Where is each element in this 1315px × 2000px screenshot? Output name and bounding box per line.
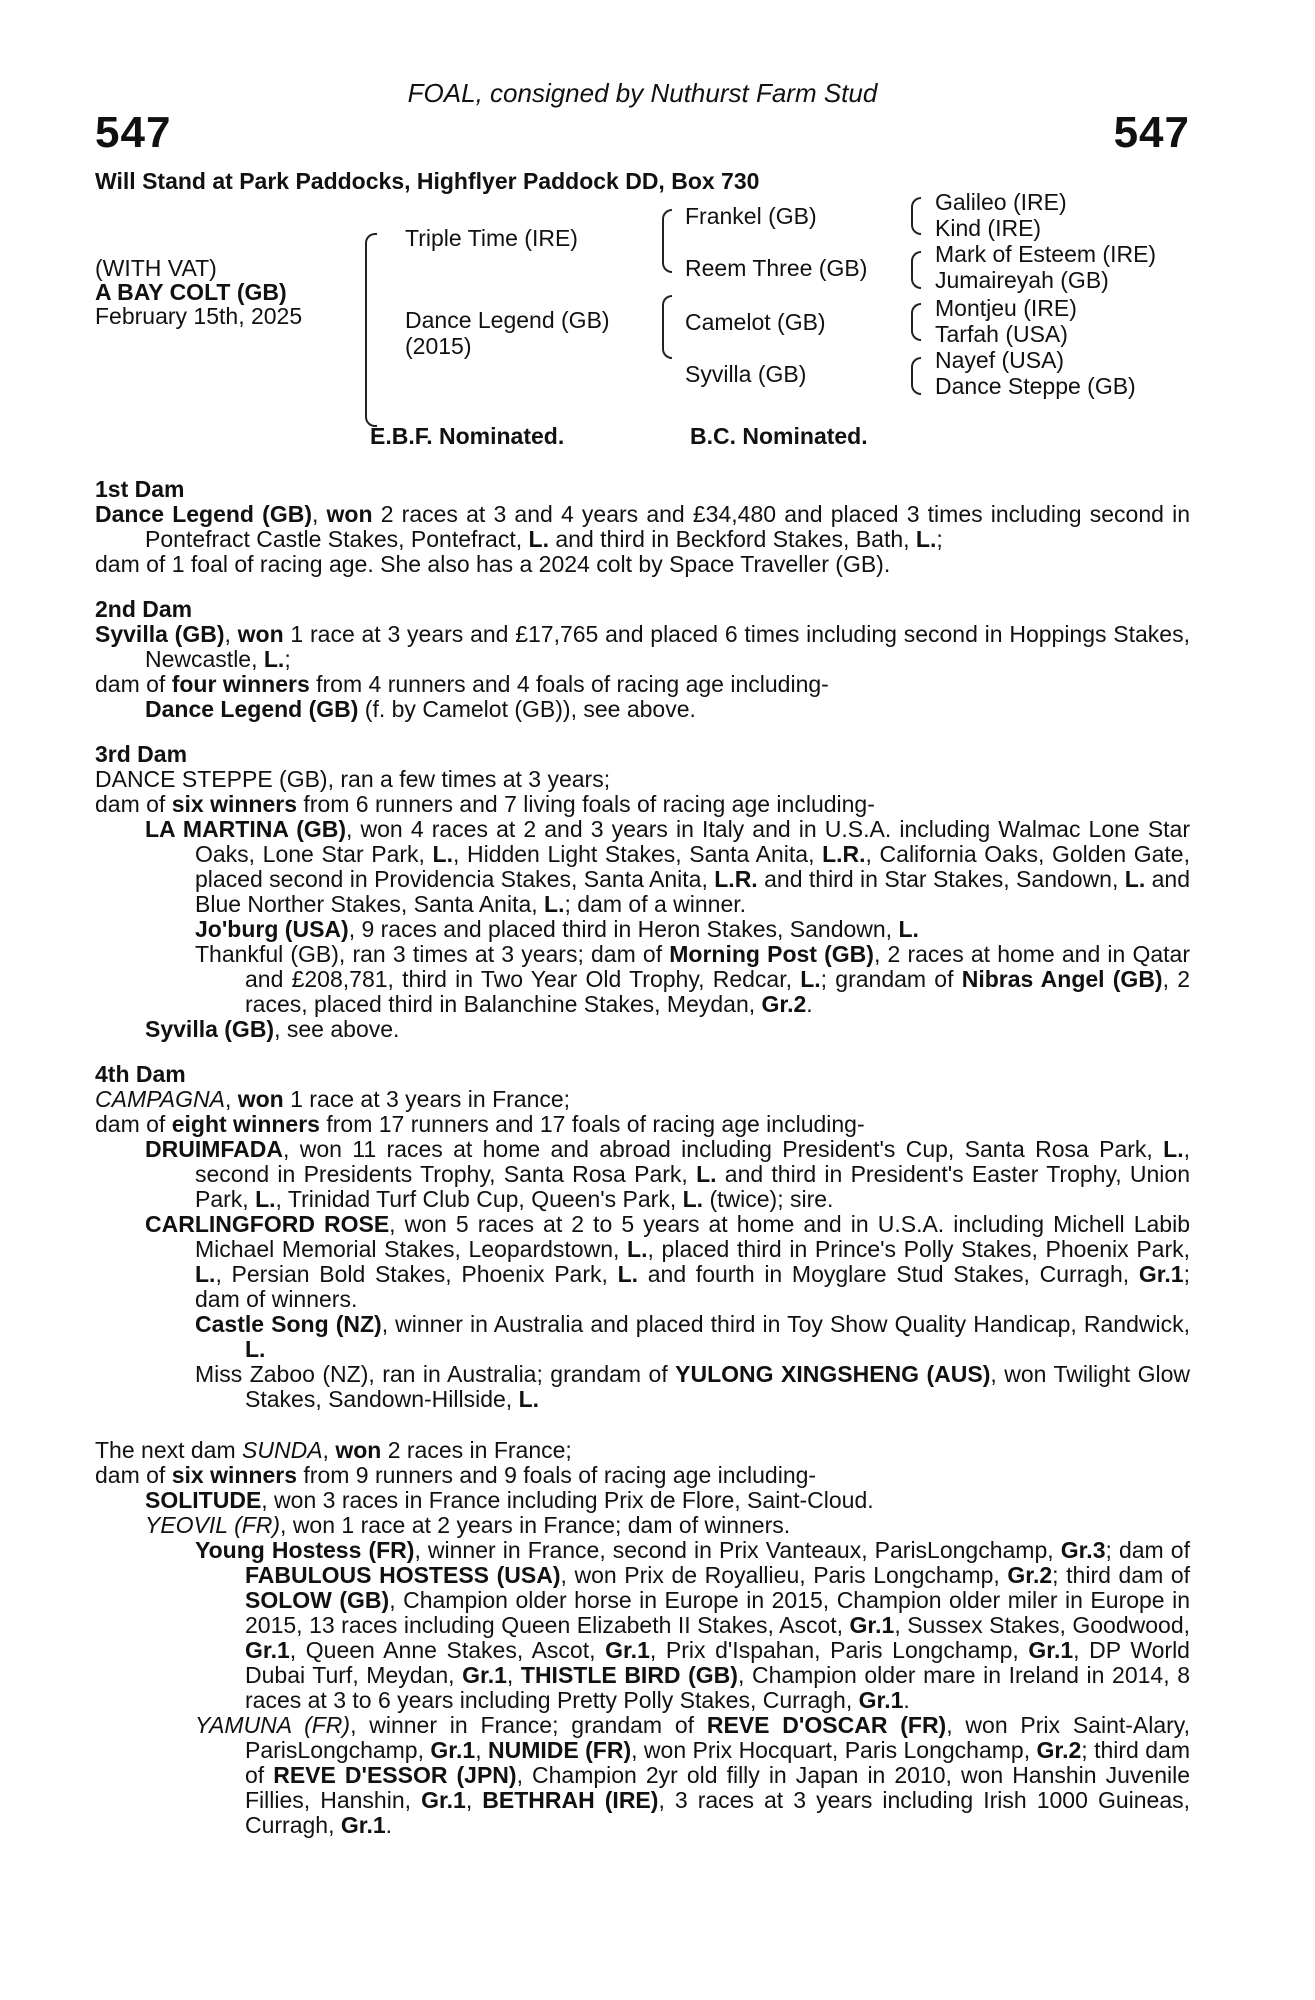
page-header — [95, 78, 1190, 168]
catalogue-page — [95, 78, 1190, 1838]
third-dam-section — [95, 742, 1190, 1042]
text: Miss Zaboo (NZ), ran in Australia; grandam of — [195, 1361, 676, 1387]
produce-name: REVE D'OSCAR (FR) — [706, 1712, 947, 1738]
won-label: won — [335, 1437, 382, 1463]
second-dam-name: Syvilla (GB) — [95, 621, 225, 647]
second-dam-heading: 2nd Dam — [95, 596, 193, 622]
text: , won Prix Saint-Alary, ParisLongchamp, — [245, 1712, 1190, 1763]
text: (f. by Camelot (GB)), see above. — [358, 696, 696, 722]
text: ; dam of a winner. — [564, 891, 747, 917]
first-dam-name: Dance Legend (GB) — [95, 501, 312, 527]
text: , winner in France, second in Prix Vanteaux, ParisLongchamp, — [414, 1537, 1061, 1563]
horse-dob: February 15th, 2025 — [95, 303, 303, 329]
won-label: won — [326, 501, 373, 527]
text: , Trinidad Turf Club Cup, Queen's Park, — [275, 1186, 683, 1212]
listed-mark: L. — [518, 1386, 540, 1412]
text: . — [903, 1687, 910, 1713]
brace-sire — [662, 209, 672, 273]
second-dam-produce — [95, 672, 1190, 697]
group-mark: Gr.1 — [462, 1662, 507, 1688]
text: ; grandam of — [820, 966, 954, 992]
pedigree-table — [95, 189, 1190, 465]
brace-ggp-1 — [911, 197, 921, 235]
text: dam of — [95, 1462, 172, 1488]
fourth-dam-text: CAMPAGNA, won 1 race at 3 years in France; — [95, 1086, 571, 1112]
brace-ggp-3 — [911, 303, 921, 341]
produce-name: Syvilla (GB) — [145, 1016, 275, 1042]
produce-entry: YAMUNA (FR), winner in France; grandam of REVE D'OSCAR (FR), won Prix Saint-Alary, ParisLongchamp, Gr.1, NUMIDE (FR), won Prix Hocquart, Paris Longchamp, Gr.2; third dam of REVE D'ESSOR (JPN), Champion 2yr old filly in Japan in 2010, won Hanshin Juvenile Fillies, Hanshin, Gr.1, BETHRAH (IRE), 3 races at 3 years including Irish 1000 Guineas, Curragh, Gr.1. — [195, 1712, 1191, 1838]
text: , won 4 races at 2 and 3 years in Italy and in U.S.A. including Walmac Lone Star Oaks, Lone Star Park, — [195, 816, 1191, 867]
text: and third in Star Stakes, Sandown, — [757, 866, 1125, 892]
consignor-line: FOAL, consigned by Nuthurst Farm Stud — [407, 78, 878, 108]
produce-name: SOLOW (GB) — [245, 1587, 390, 1613]
text: , Champion older horse in Europe in 2015, Champion older miler in Europe in 2015, 13 races including Queen Elizabeth II Stakes, Ascot, — [245, 1587, 1191, 1638]
group-mark: Gr.1 — [858, 1687, 904, 1713]
dam-dam: Syvilla (GB) — [685, 361, 807, 387]
third-dam-heading: 3rd Dam — [95, 741, 188, 767]
brace-ggp-2 — [911, 251, 921, 289]
text: The next dam — [95, 1437, 243, 1463]
produce-entry — [95, 1137, 1190, 1212]
text: , Queen Anne Stakes, Ascot, — [289, 1637, 606, 1663]
produce-entry — [95, 697, 1190, 722]
text: , DP World Dubai Turf, Meydan, — [245, 1637, 1190, 1688]
produce-name: Dance Legend (GB) — [145, 696, 359, 722]
produce-name: YAMUNA (FR) — [195, 1712, 351, 1738]
text: , won Prix Hocquart, Paris Longchamp, — [631, 1737, 1037, 1763]
ggp-5: Montjeu (IRE) — [935, 295, 1077, 321]
ggp-2: Kind (IRE) — [935, 215, 1042, 241]
dam-name: Dance Legend (GB) — [405, 307, 610, 333]
text: (twice); sire. — [703, 1186, 834, 1212]
listed-mark: L. — [245, 1336, 266, 1362]
horse-name: A BAY COLT (GB) — [95, 279, 287, 305]
listed-mark: L. — [627, 1236, 648, 1262]
produce-name: SOLITUDE — [145, 1487, 262, 1513]
text: ; — [936, 526, 943, 552]
produce-name: FABULOUS HOSTESS (USA) — [245, 1562, 561, 1588]
text: Hoppings Stakes, Newcastle, — [145, 621, 1190, 672]
produce-entry — [95, 917, 1190, 942]
listed-mark: L.R. — [822, 841, 866, 867]
text: Thankful (GB), ran 3 times at 3 years; dam of — [195, 941, 670, 967]
produce-name: YEOVIL (FR) — [145, 1512, 281, 1538]
group-mark: Gr.1 — [340, 1812, 386, 1838]
listed-mark: L. — [432, 841, 453, 867]
listed-mark: L. — [696, 1161, 717, 1187]
text: ; dam of winners. — [195, 1261, 1190, 1312]
group-mark: Gr.1 — [421, 1787, 466, 1813]
sire-dam: Reem Three (GB) — [685, 255, 868, 281]
text: 2 races at 3 and 4 years and £34,480 and placed 3 times including — [372, 501, 1082, 527]
text: 1 race at 3 years and £17,765 and placed 6 times including second in — [283, 621, 1003, 647]
text: , California Oaks, Golden Gate, placed second in Providencia Stakes, Santa Anita, — [195, 841, 1190, 892]
second-dam-section — [95, 597, 1190, 722]
group-mark: Gr.1 — [849, 1612, 895, 1638]
group-mark: Gr.1 — [430, 1737, 476, 1763]
text: , 2 races, placed third in Balanchine Stakes, Meydan, — [245, 966, 1190, 1017]
text: , won Prix de Royallieu, Paris Longchamp, — [560, 1562, 1008, 1588]
third-dam-text: DANCE STEPPE (GB), ran a few times at 3 years; — [95, 766, 611, 792]
produce-entry — [95, 1212, 1190, 1312]
winners-count: six winners — [171, 791, 297, 817]
text: , see above. — [274, 1016, 400, 1042]
listed-mark: L. — [1124, 866, 1146, 892]
text: and Blue Norther Stakes, Santa Anita, — [195, 866, 1191, 917]
text: . — [385, 1812, 393, 1838]
stand-location: Will Stand at Park Paddocks, Highflyer Paddock DD, Box 730 — [95, 168, 760, 194]
produce-name: REVE D'ESSOR (JPN) — [273, 1762, 517, 1788]
produce-name: Nibras Angel (GB) — [961, 966, 1163, 992]
first-dam-text: Dance Legend (GB), won 2 races at 3 and 4 years and £34,480 and placed 3 times including second in Pontefract Castle Stakes, Pontefract, L. and third in Beckford Stakes, Bath, L.; — [95, 501, 1191, 552]
text: , Hidden Light Stakes, Santa Anita, — [452, 841, 823, 867]
brace-dam — [662, 295, 672, 359]
group-mark: Gr.3 — [1060, 1537, 1106, 1563]
text: , winner in Australia and placed third in Toy Show Quality Handicap, Randwick, — [381, 1311, 1191, 1337]
group-mark: Gr.1 — [1028, 1637, 1074, 1663]
third-dam-produce — [95, 792, 1190, 817]
text: , placed third in Prince's Polly Stakes, Phoenix Park, — [647, 1236, 1190, 1262]
text: , — [322, 1437, 336, 1463]
produce-entry — [95, 1362, 1190, 1412]
produce-entry — [95, 1017, 1190, 1042]
text: dam of — [95, 671, 172, 697]
sire-name: Triple Time (IRE) — [405, 225, 578, 251]
ggp-3: Mark of Esteem (IRE) — [935, 241, 1157, 267]
produce-name: Castle Song (NZ) — [195, 1311, 382, 1337]
text: , 9 races and placed third in Heron Stakes, Sandown, — [348, 916, 899, 942]
text: and fourth in Moyglare Stud Stakes, Curragh, — [638, 1261, 1139, 1287]
produce-name: NUMIDE (FR) — [488, 1737, 632, 1763]
text: and third in Beckford Stakes, Bath, — [548, 526, 916, 552]
produce-entry — [95, 1312, 1190, 1362]
listed-mark: L. — [1163, 1136, 1184, 1162]
produce-entry: Young Hostess (FR), winner in France, second in Prix Vanteaux, ParisLongchamp, Gr.3; dam of FABULOUS HOSTESS (USA), won Prix de Royallieu, Paris Longchamp, Gr.2; third dam of SOLOW (GB), Champion older horse in Europe in 2015, Champion older miler in Europe in 2015, 13 races including Queen Elizabeth II Stakes, Ascot, Gr.1, Sussex Stakes, Goodwood, Gr.1, Queen Anne Stakes, Ascot, Gr.1, Prix d'Ispahan, Paris Longchamp, Gr.1, DP World Dubai Turf, Meydan, Gr.1, THISTLE BIRD (GB), Champion older mare in Ireland in 2014, 8 races at 3 to 6 years including Pretty Polly Stakes, Curragh, Gr.1. — [195, 1537, 1191, 1713]
next-dam-text — [95, 1438, 1190, 1463]
text: , won 11 races at home and abroad including President's Cup, Santa Rosa Park, — [283, 1136, 1164, 1162]
listed-mark: L. — [255, 1186, 276, 1212]
produce-name: CARLINGFORD ROSE — [145, 1211, 390, 1237]
ggp-7: Nayef (USA) — [935, 347, 1065, 373]
produce-name: YULONG XINGSHENG (AUS) — [675, 1361, 991, 1387]
group-mark: Gr.2 — [761, 991, 807, 1017]
dam-year: (2015) — [405, 333, 472, 359]
text: second in Pontefract Castle Stakes, Pontefract, — [145, 501, 1191, 552]
produce-entry — [95, 1513, 1190, 1538]
fourth-dam-heading: 4th Dam — [95, 1061, 186, 1087]
brace-main — [365, 233, 377, 427]
text: , won 3 races in France including Prix de Flore, Saint-Cloud. — [261, 1487, 874, 1513]
bc-nominated: B.C. Nominated. — [690, 423, 868, 449]
next-dam-name: SUNDA — [242, 1437, 323, 1463]
text: , Persian Bold Stakes, Phoenix Park, — [215, 1261, 618, 1287]
winners-count: six winners — [171, 1462, 297, 1488]
group-mark: Gr.2 — [1036, 1737, 1082, 1763]
produce-name: THISTLE BIRD (GB) — [520, 1662, 738, 1688]
first-dam-section — [95, 477, 1190, 577]
first-dam-heading: 1st Dam — [95, 476, 185, 502]
listed-mark: L. — [544, 891, 565, 917]
group-mark: Gr.1 — [245, 1637, 290, 1663]
text: , winner in France; grandam of — [350, 1712, 707, 1738]
sire-sire: Frankel (GB) — [685, 203, 817, 229]
dam-sire: Camelot (GB) — [685, 309, 826, 335]
text: ; third dam of — [245, 1737, 1191, 1788]
second-dam-text: Syvilla (GB), won 1 race at 3 years and £17,765 and placed 6 times including second in Hoppings Stakes, Newcastle, L.; — [95, 621, 1190, 672]
listed-mark: L. — [195, 1261, 216, 1287]
produce-entry — [95, 1488, 1190, 1513]
produce-name: Young Hostess (FR) — [195, 1537, 415, 1563]
winners-count: eight winners — [171, 1111, 320, 1137]
listed-mark: L. — [915, 526, 937, 552]
ebf-nominated: E.B.F. Nominated. — [370, 423, 565, 449]
ggp-8: Dance Steppe (GB) — [935, 373, 1136, 399]
text: from 9 runners and 9 foals of racing age including- — [297, 1462, 817, 1488]
produce-entry — [95, 817, 1190, 917]
listed-mark: L. — [263, 646, 285, 672]
text: from 6 runners and 7 living foals of racing age including- — [297, 791, 875, 817]
text: , Champion 2yr old filly in Japan in 2010, won Hanshin Juvenile Fillies, Hanshin, — [245, 1762, 1190, 1813]
listed-mark: L. — [617, 1261, 639, 1287]
group-mark: Gr.1 — [1138, 1261, 1184, 1287]
text: 2 races in France; — [381, 1437, 572, 1463]
fourth-dam-produce — [95, 1112, 1190, 1137]
produce-name: LA MARTINA (GB) — [145, 816, 347, 842]
text: dam of — [95, 1111, 172, 1137]
listed-mark: L. — [898, 916, 919, 942]
next-dam-produce — [95, 1463, 1190, 1488]
first-dam-produce: dam of 1 foal of racing age. She also has a 2024 colt by Space Traveller (GB). — [95, 551, 891, 577]
produce-name: Jo'burg (USA) — [195, 916, 349, 942]
text: 1 race at 3 years in France; — [283, 1086, 571, 1112]
lot-number-left: 547 — [95, 108, 172, 157]
next-dam-section — [95, 1438, 1190, 1838]
text: , Sussex Stakes, Goodwood, — [894, 1612, 1190, 1638]
won-label: won — [237, 621, 284, 647]
produce-name: Morning Post (GB) — [669, 941, 874, 967]
group-mark: Gr.2 — [1007, 1562, 1053, 1588]
won-label: won — [237, 1086, 284, 1112]
text: , 2 races at home and in Qatar and £208,781, third in Two Year Old Trophy, Redcar, — [245, 941, 1191, 992]
text: and third in President's Easter Trophy, Union Park, — [195, 1161, 1190, 1212]
group-mark: Gr.1 — [605, 1637, 650, 1663]
text: , second in Presidents Trophy, Santa Rosa Park, — [195, 1136, 1190, 1187]
text: , won Twilight Glow Stakes, Sandown-Hillside, — [245, 1361, 1190, 1412]
text: ; dam of — [1105, 1537, 1190, 1563]
text: , won 5 races at 2 to 5 years at home and in U.S.A. including Michell Labib Michael Memorial Stakes, Leopardstown, — [195, 1211, 1190, 1262]
text: , won 1 race at 2 years in France; dam of winners. — [280, 1512, 791, 1538]
text: , 3 races at 3 years including Irish 1000 Guineas, Curragh, — [245, 1787, 1190, 1838]
ggp-4: Jumaireyah (GB) — [935, 267, 1109, 293]
fourth-dam-section — [95, 1062, 1190, 1412]
text: , Champion older mare in Ireland in 2014, 8 races at 3 to 6 years including Pretty Polly Stakes, Curragh, — [245, 1662, 1191, 1713]
ggp-6: Tarfah (USA) — [935, 321, 1068, 347]
ggp-1: Galileo (IRE) — [935, 189, 1067, 215]
listed-mark: L. — [800, 966, 821, 992]
listed-mark: L. — [528, 526, 549, 552]
produce-entry: Thankful (GB), ran 3 times at 3 years; dam of Morning Post (GB), 2 races at home and in Qatar and £208,781, third in Two Year Old Trophy, Redcar, L.; grandam of Nibras Angel (GB), 2 races, placed third in Balanchine Stakes, Meydan, Gr.2. — [195, 941, 1191, 1017]
text: from 4 runners and 4 foals of racing age including- — [309, 671, 829, 697]
listed-mark: L.R. — [714, 866, 758, 892]
produce-name: DRUIMFADA — [145, 1136, 283, 1162]
fourth-dam-name: CAMPAGNA — [95, 1086, 225, 1112]
vat-note: (WITH VAT) — [95, 255, 217, 281]
text: dam of — [95, 791, 172, 817]
winners-count: four winners — [171, 671, 310, 697]
brace-ggp-4 — [911, 357, 921, 395]
text: , Prix d'Ispahan, Paris Longchamp, — [649, 1637, 1029, 1663]
text: from 17 runners and 17 foals of racing age including- — [319, 1111, 865, 1137]
lot-number-right: 547 — [1113, 108, 1190, 157]
text: ; third dam of — [1052, 1562, 1191, 1588]
listed-mark: L. — [682, 1186, 704, 1212]
produce-name: BETHRAH (IRE) — [482, 1787, 659, 1813]
